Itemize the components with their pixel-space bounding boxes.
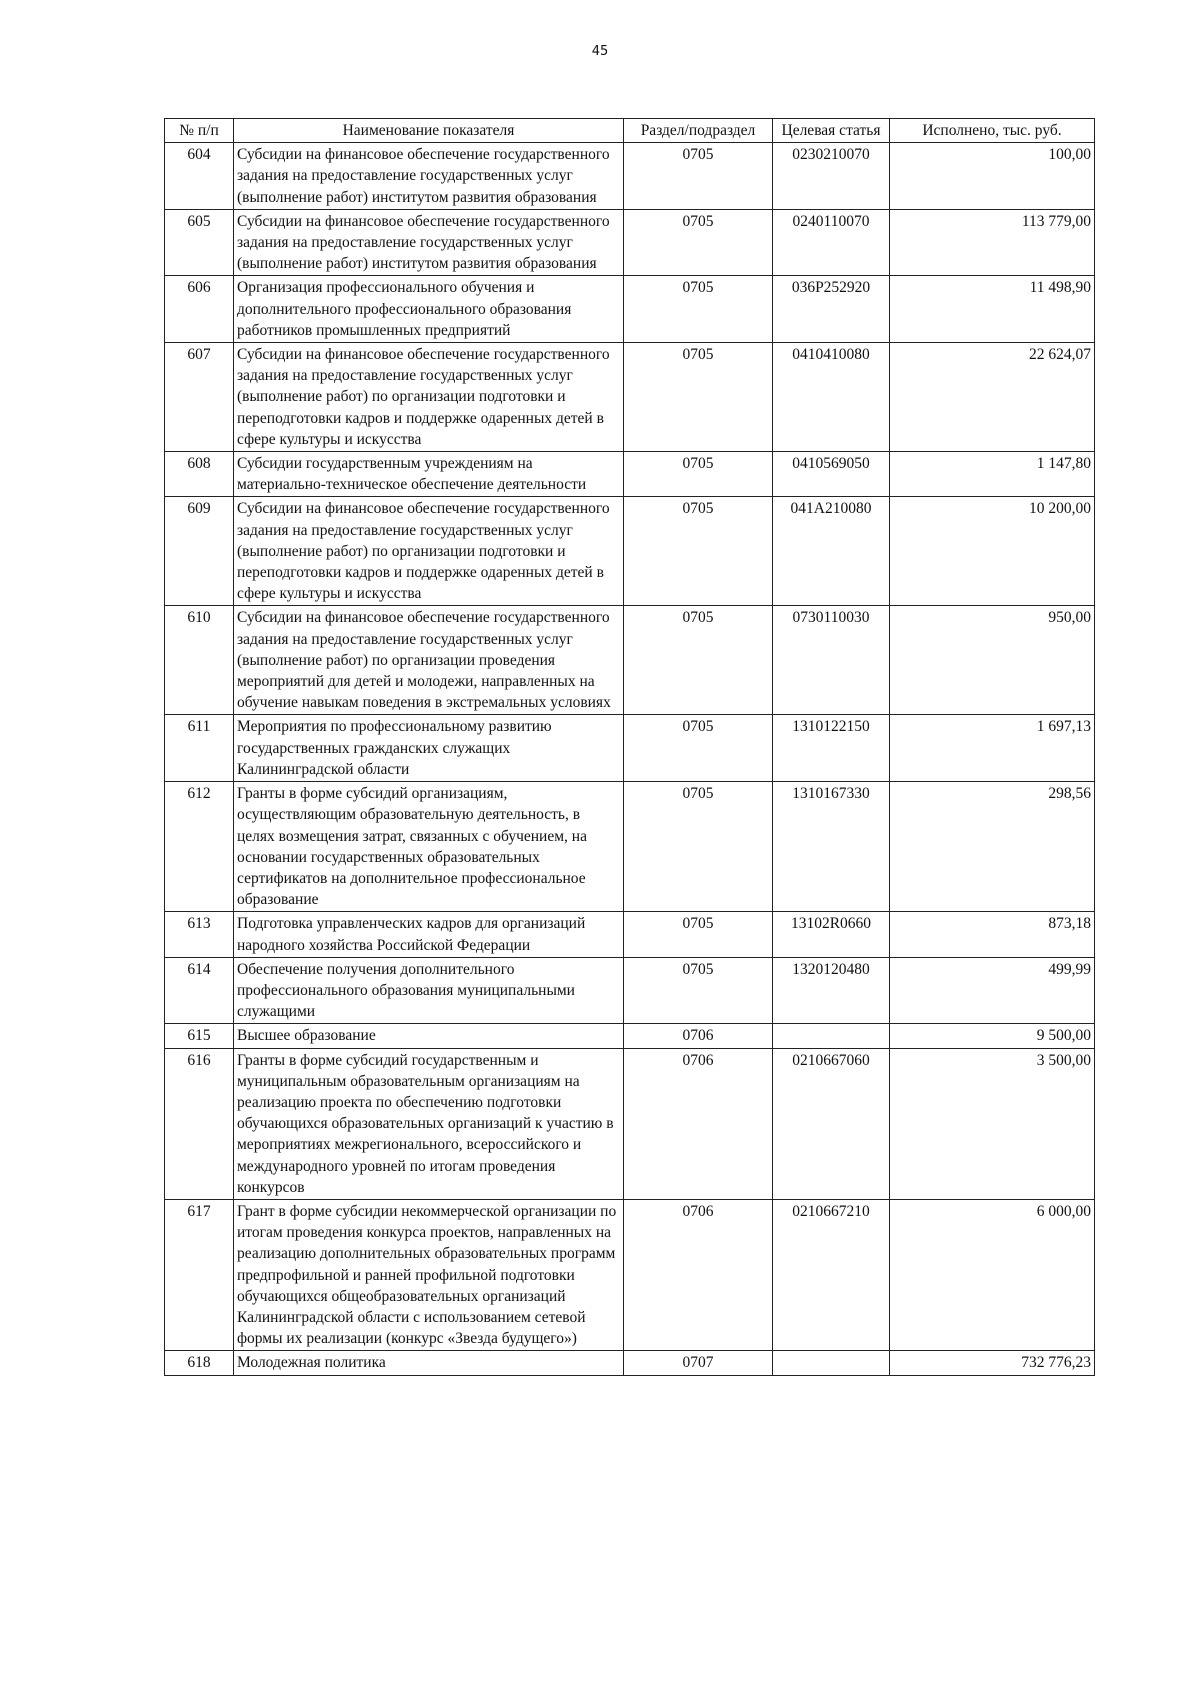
row-number: 605	[165, 209, 234, 276]
row-section: 0705	[624, 912, 773, 957]
row-number: 611	[165, 715, 234, 782]
row-section: 0705	[624, 343, 773, 452]
table-row	[165, 452, 1095, 497]
table-row	[165, 276, 1095, 343]
row-target: 1310167330	[773, 782, 890, 912]
row-number: 608	[165, 452, 234, 497]
row-target: 0240110070	[773, 209, 890, 276]
row-name: Субсидии на финансовое обеспечение государственного задания на предоставление государственных услуг (выполнение работ) по организации подготовки и переподготовки кадров и поддержке одаренных детей в сфере культуры и искусства	[234, 343, 624, 452]
row-target: 036P252920	[773, 276, 890, 343]
table-row	[165, 1351, 1095, 1375]
row-name: Подготовка управленческих кадров для организаций народного хозяйства Российской Федерации	[234, 912, 624, 957]
row-target: 0410569050	[773, 452, 890, 497]
row-number: 614	[165, 957, 234, 1024]
row-section: 0706	[624, 1024, 773, 1048]
row-section: 0705	[624, 143, 773, 210]
table-row	[165, 957, 1095, 1024]
row-amount: 950,00	[890, 606, 1095, 715]
table-row	[165, 1024, 1095, 1048]
row-number: 610	[165, 606, 234, 715]
row-amount: 3 500,00	[890, 1048, 1095, 1199]
row-number: 612	[165, 782, 234, 912]
table-row	[165, 782, 1095, 912]
row-target: 1320120480	[773, 957, 890, 1024]
row-number: 613	[165, 912, 234, 957]
column-header-section: Раздел/подраздел	[624, 119, 773, 143]
row-section: 0705	[624, 957, 773, 1024]
row-name: Субсидии на финансовое обеспечение государственного задания на предоставление государственных услуг (выполнение работ) по организации проведения мероприятий для детей и молодежи, направленных на обучение навыкам поведения в экстремальных условиях	[234, 606, 624, 715]
row-number: 609	[165, 497, 234, 606]
row-amount: 10 200,00	[890, 497, 1095, 606]
table-body	[165, 143, 1095, 1375]
row-number: 604	[165, 143, 234, 210]
row-section: 0705	[624, 452, 773, 497]
row-name: Субсидии на финансовое обеспечение государственного задания на предоставление государственных услуг (выполнение работ) по организации подготовки и переподготовки кадров и поддержке одаренных детей в сфере культуры и искусства	[234, 497, 624, 606]
row-name: Субсидии государственным учреждениям на материально-техническое обеспечение деятельности	[234, 452, 624, 497]
row-amount: 11 498,90	[890, 276, 1095, 343]
row-target: 1310122150	[773, 715, 890, 782]
row-name: Обеспечение получения дополнительного профессионального образования муниципальными служащими	[234, 957, 624, 1024]
row-number: 616	[165, 1048, 234, 1199]
row-target: 0730110030	[773, 606, 890, 715]
row-amount: 100,00	[890, 143, 1095, 210]
column-header-name: Наименование показателя	[234, 119, 624, 143]
row-target: 0210667210	[773, 1199, 890, 1350]
row-name: Субсидии на финансовое обеспечение государственного задания на предоставление государственных услуг (выполнение работ) институтом развития образования	[234, 209, 624, 276]
row-target	[773, 1024, 890, 1048]
table-row	[165, 143, 1095, 210]
table-row	[165, 606, 1095, 715]
column-header-target: Целевая статья	[773, 119, 890, 143]
row-amount: 113 779,00	[890, 209, 1095, 276]
row-amount: 1 147,80	[890, 452, 1095, 497]
row-name: Мероприятия по профессиональному развитию государственных гражданских служащих Калининградской области	[234, 715, 624, 782]
table-row	[165, 209, 1095, 276]
row-amount: 499,99	[890, 957, 1095, 1024]
row-number: 607	[165, 343, 234, 452]
row-number: 606	[165, 276, 234, 343]
row-amount: 873,18	[890, 912, 1095, 957]
row-target: 0230210070	[773, 143, 890, 210]
row-section: 0705	[624, 276, 773, 343]
row-name: Гранты в форме субсидий организациям, осуществляющим образовательную деятельность, в целях возмещения затрат, связанных с обучением, на основании государственных образовательных сертификатов на дополнительное профессиональное образование	[234, 782, 624, 912]
column-header-amount: Исполнено, тыс. руб.	[890, 119, 1095, 143]
table-row	[165, 343, 1095, 452]
budget-table	[164, 118, 1095, 1376]
row-target: 0210667060	[773, 1048, 890, 1199]
row-amount: 9 500,00	[890, 1024, 1095, 1048]
row-number: 618	[165, 1351, 234, 1375]
table-row	[165, 1048, 1095, 1199]
row-amount: 1 697,13	[890, 715, 1095, 782]
table-row	[165, 912, 1095, 957]
row-section: 0705	[624, 782, 773, 912]
row-amount: 298,56	[890, 782, 1095, 912]
row-name: Высшее образование	[234, 1024, 624, 1048]
table-row	[165, 1199, 1095, 1350]
row-number: 617	[165, 1199, 234, 1350]
column-header-num: № п/п	[165, 119, 234, 143]
table-row	[165, 715, 1095, 782]
row-name: Молодежная политика	[234, 1351, 624, 1375]
row-section: 0706	[624, 1199, 773, 1350]
row-amount: 6 000,00	[890, 1199, 1095, 1350]
row-name: Организация профессионального обучения и дополнительного профессионального образования работников промышленных предприятий	[234, 276, 624, 343]
row-section: 0705	[624, 497, 773, 606]
table-header	[165, 119, 1095, 143]
row-section: 0705	[624, 715, 773, 782]
row-section: 0705	[624, 209, 773, 276]
row-target: 13102R0660	[773, 912, 890, 957]
row-name: Субсидии на финансовое обеспечение государственного задания на предоставление государственных услуг (выполнение работ) институтом развития образования	[234, 143, 624, 210]
row-target: 041A210080	[773, 497, 890, 606]
row-number: 615	[165, 1024, 234, 1048]
row-name: Гранты в форме субсидий государственным и муниципальным образовательным организациям на реализацию проекта по обеспечению подготовки обучающихся образовательных организаций к участию в мероприятиях межрегионального, всероссийского и международного уровней по итогам проведения конкурсов	[234, 1048, 624, 1199]
row-name: Грант в форме субсидии некоммерческой организации по итогам проведения конкурса проектов, направленных на реализацию дополнительных образовательных программ предпрофильной и ранней профильной подготовки обучающихся общеобразовательных организаций Калининградской области с использованием сетевой формы их реализации (конкурс «Звезда будущего»)	[234, 1199, 624, 1350]
row-section: 0705	[624, 606, 773, 715]
header-row	[165, 119, 1095, 143]
row-target: 0410410080	[773, 343, 890, 452]
row-section: 0706	[624, 1048, 773, 1199]
page-number: 45	[591, 44, 609, 59]
row-target	[773, 1351, 890, 1375]
row-section: 0707	[624, 1351, 773, 1375]
row-amount: 22 624,07	[890, 343, 1095, 452]
row-amount: 732 776,23	[890, 1351, 1095, 1375]
table-row	[165, 497, 1095, 606]
